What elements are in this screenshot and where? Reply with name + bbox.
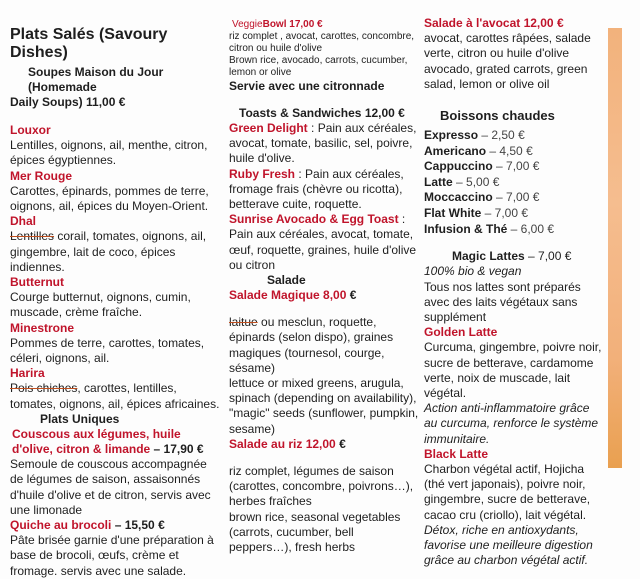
veggiebowl-served: Servie avec une citronnade xyxy=(229,79,385,93)
soup-name: Louxor xyxy=(10,123,51,137)
salade-riz-desc-fr: riz complet, légumes de saison (carottes, concombre, poivrons…), herbes fraîches xyxy=(229,464,414,509)
plat-name: Couscous aux légumes, huile d'olive, citron & limande – 17,90 € xyxy=(12,426,204,457)
soup-item xyxy=(10,366,220,412)
plat-item xyxy=(10,427,220,518)
latte-benefit: Détox, riche en antioxydants, favorise une meilleure digestion grâce au charbon végétal actif. xyxy=(424,522,593,568)
soup-desc: Lentilles corail, tomates, oignons, ail, gingembre, lait de coco, épices indiennes. xyxy=(10,229,207,274)
soup-item xyxy=(10,169,220,215)
salade-riz-desc-en: brown rice, seasonal vegetables (carrots, cucumber, bell peppers…), fresh herbs xyxy=(229,509,401,555)
plat-desc: Pâte brisée garnie d'une préparation à base de brocoli, œufs, crème et fromage. servis avec une salade. xyxy=(10,533,214,578)
strikethrough-text: Pois chiches xyxy=(10,381,78,396)
veggiebowl-desc-en: Brown rice, avocado, carrots, cucumber, lemon or olive xyxy=(229,55,408,78)
latte-name: Black Latte xyxy=(424,446,489,461)
drink-item: Expresso – 2,50 € xyxy=(424,128,525,143)
toast-item xyxy=(229,212,419,273)
soup-name: Harira xyxy=(10,366,45,381)
latte-benefit: Action anti-inflammatoire grâce au curcuma, renforce le système immunitaire. xyxy=(424,401,599,446)
strikethrough-text: Lentilles xyxy=(10,229,55,244)
latte-item xyxy=(424,447,604,569)
drink-item: Americano – 4,50 € xyxy=(424,143,533,158)
toast-name: Green Delight xyxy=(229,121,308,135)
plat-item xyxy=(10,518,220,579)
drink-item: Moccaccino – 7,00 € xyxy=(424,190,540,205)
plats-uniques-heading: Plats Uniques xyxy=(40,411,120,426)
soup-desc: Pois chiches, carottes, lentilles, tomates, oignons, ail, épices africaines. xyxy=(10,381,220,411)
soups-heading-price: Daily Soups) 11,00 € xyxy=(10,95,126,109)
drink-item: Latte – 5,00 € xyxy=(424,174,500,189)
drink-item: Infusion & Thé – 6,00 € xyxy=(424,221,555,236)
salade-magique-item xyxy=(229,288,419,437)
latte-name: Golden Latte xyxy=(424,325,498,340)
toast-desc: : Pain aux céréales, fromage frais (chèvre ou ricotta), betterave cuite, roquette. xyxy=(229,166,404,212)
soup-item xyxy=(10,123,220,169)
salade-avocat-desc-fr: avocat, carottes râpées, salade verte, citron ou huile d'olive xyxy=(424,31,591,61)
plat-desc: Semoule de couscous accompagnée de légumes de saison, assaisonnés d'huile d'olive et de citron, servis avec une limonade xyxy=(10,457,211,517)
salade-avocat-name: Salade à l'avocat 12,00 € xyxy=(424,16,564,30)
drinks-list xyxy=(424,128,604,237)
soup-desc: Carottes, épinards, pommes de terre, oignons, ail, épices du Moyen-Orient. xyxy=(10,183,209,214)
soup-desc: Lentilles, oignons, ail, menthe, citron, épices égyptiennes. xyxy=(10,138,208,168)
salade-avocat-desc-en: avocado, grated carrots, green salad, lemon or olive oil xyxy=(424,61,588,91)
salade-magique-desc-en: lettuce or mixed greens, arugula, spinach (depending on availability), "magic" seeds (sunflower, pumpkin, sesame) xyxy=(229,376,419,436)
toast-desc: : Pain aux céréales, avocat, tomate, basilic, sel, poivre, huile d'olive. xyxy=(229,121,417,166)
veggiebowl-item xyxy=(229,18,419,94)
soup-name: Dhal xyxy=(10,214,37,229)
soups-heading: Soupes Maison du Jour (Homemade xyxy=(28,65,164,94)
bio-vegan-note: 100% bio & vegan xyxy=(424,264,522,279)
toast-name: Ruby Fresh xyxy=(229,166,296,181)
plat-price: – 15,50 € xyxy=(111,518,165,533)
plat-price: – 17,90 € xyxy=(150,442,204,457)
boissons-heading: Boissons chaudes xyxy=(440,108,555,124)
salade-avocat-item xyxy=(424,16,604,92)
soup-item xyxy=(10,321,220,367)
orange-side-stripe xyxy=(608,28,622,468)
drink-item: Cappuccino – 7,00 € xyxy=(424,159,540,174)
plat-name: Quiche au brocoli – 15,50 € xyxy=(10,518,165,533)
salade-heading: Salade xyxy=(267,273,306,288)
toast-name: Sunrise Avocado & Egg Toast xyxy=(229,212,399,227)
soup-desc: Courge butternut, oignons, cumin, muscade, crème fraîche. xyxy=(10,290,191,320)
soup-name: Mer Rouge xyxy=(10,168,73,183)
lattes-note: Tous nos lattes sont préparés avec des laits végétaux sans supplément xyxy=(424,279,581,324)
veggiebowl-name: VeggieBowl 17,00 € xyxy=(232,19,323,30)
toast-desc: : Pain aux céréales, avocat, tomate, œuf, roquette, graines, huile d'olive ou citron xyxy=(229,212,417,272)
drink-item: Flat White – 7,00 € xyxy=(424,205,529,220)
toasts-heading: Toasts & Sandwiches 12,00 € xyxy=(239,106,405,120)
toast-item xyxy=(229,121,419,167)
soup-desc: Pommes de terre, carottes, tomates, céleri, oignons, ail. xyxy=(10,335,205,366)
soup-name: Butternut xyxy=(10,275,64,290)
soup-item xyxy=(10,275,220,321)
latte-item xyxy=(424,325,604,447)
toast-item xyxy=(229,167,419,213)
salade-magique-desc-fr: laitue ou mesclun, roquette, épinards (selon dispo), graines magiques (tournesol, courge, sésame) xyxy=(229,315,394,375)
latte-desc: Curcuma, gingembre, poivre noir, sucre de betterave, cardamome verte, noix de muscade, lait végétal. xyxy=(424,340,602,400)
latte-desc: Charbon végétal actif, Hojicha (thé vert japonais), poivre noir, gingembre, sucre de betterave, cacao cru (criollo), lait végétal. xyxy=(424,462,591,522)
salade-riz-name: Salade au riz 12,00 € xyxy=(229,436,346,451)
drinks-column xyxy=(424,16,604,568)
magic-lattes-heading: Magic Lattes – 7,00 € xyxy=(452,249,572,264)
salade-magique-name: Salade Magique 8,00 € xyxy=(229,288,357,303)
bowls-toasts-salads-column xyxy=(229,18,419,555)
soup-item xyxy=(10,214,220,275)
savoury-dishes-column xyxy=(10,26,220,579)
savoury-title: Plats Salés (Savoury Dishes) xyxy=(10,26,168,61)
salade-riz-item xyxy=(229,437,419,555)
soup-name: Minestrone xyxy=(10,320,75,335)
veggiebowl-desc-fr: riz complet , avocat, carottes, concombre, citron ou huile d'olive xyxy=(229,31,415,54)
